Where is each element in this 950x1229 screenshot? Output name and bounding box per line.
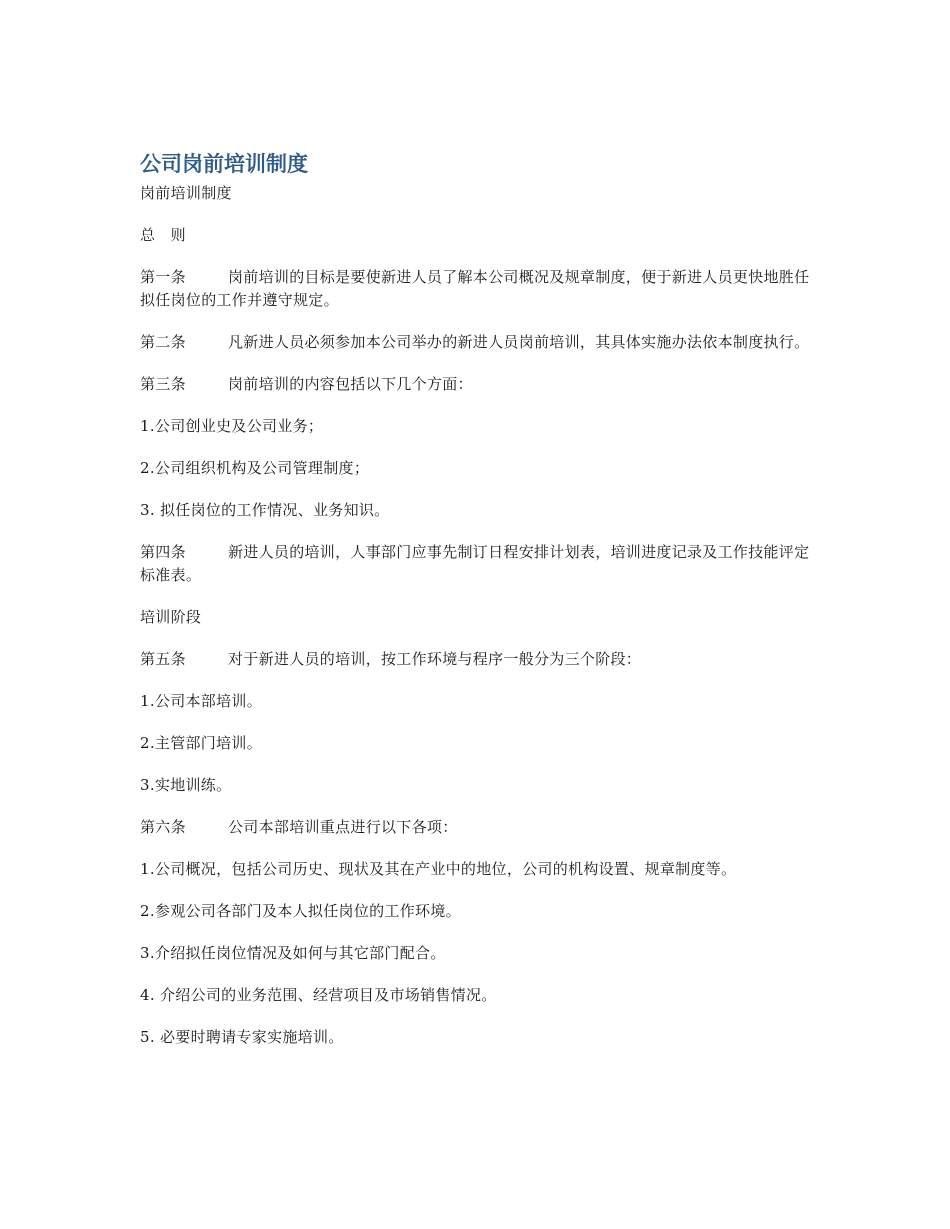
document-subtitle: 岗前培训制度: [140, 184, 232, 202]
list-item: 5. 必要时聘请专家实施培训。: [140, 1028, 344, 1046]
article-4-text: 新进人员的培训，人事部门应事先制订日程安排计划表，培训进度记录及工作技能评定标准表。: [140, 543, 810, 584]
article-5-label: 第五条: [140, 650, 186, 668]
section-heading-stages: 培训阶段: [140, 608, 202, 626]
list-item: 2.参观公司各部门及本人拟任岗位的工作环境。: [140, 902, 461, 920]
document-page: [140, 150, 810, 1068]
article-1-label: 第一条: [140, 268, 186, 286]
list-item: 2.主管部门培训。: [140, 734, 263, 752]
article-2-label: 第二条: [140, 333, 186, 351]
article-6: [140, 816, 810, 839]
list-item: 2.公司组织机构及公司管理制度；: [140, 459, 370, 477]
list-item: 1.公司本部培训。: [140, 692, 263, 710]
article-4: [140, 541, 810, 587]
list-item: 3.介绍拟任岗位情况及如何与其它部门配合。: [140, 944, 446, 962]
article-1: [140, 266, 810, 312]
article-3-label: 第三条: [140, 375, 186, 393]
document-title: 公司岗前培训制度: [140, 152, 308, 176]
list-item: 3.实地训练。: [140, 776, 232, 794]
list-item: 4. 介绍公司的业务范围、经营项目及市场销售情况。: [140, 986, 497, 1004]
article-3: [140, 373, 810, 396]
section-heading-general: 总 则: [140, 226, 186, 244]
article-4-label: 第四条: [140, 543, 186, 561]
article-6-text: 公司本部培训重点进行以下各项：: [228, 818, 458, 836]
article-5-text: 对于新进人员的培训，按工作环境与程序一般分为三个阶段：: [228, 650, 642, 668]
article-6-label: 第六条: [140, 818, 186, 836]
article-2: [140, 331, 810, 354]
article-2-text: 凡新进人员必须参加本公司举办的新进人员岗前培训，其具体实施办法依本制度执行。: [228, 333, 810, 351]
article-1-text: 岗前培训的目标是要使新进人员了解本公司概况及规章制度，便于新进人员更快地胜任拟任岗位的工作并遵守规定。: [140, 268, 810, 309]
list-item: 3. 拟任岗位的工作情况、业务知识。: [140, 501, 390, 519]
article-3-text: 岗前培训的内容包括以下几个方面：: [228, 375, 473, 393]
list-item: 1.公司创业史及公司业务；: [140, 417, 324, 435]
list-item: 1.公司概况，包括公司历史、现状及其在产业中的地位，公司的机构设置、规章制度等。: [140, 860, 737, 878]
article-5: [140, 648, 810, 671]
